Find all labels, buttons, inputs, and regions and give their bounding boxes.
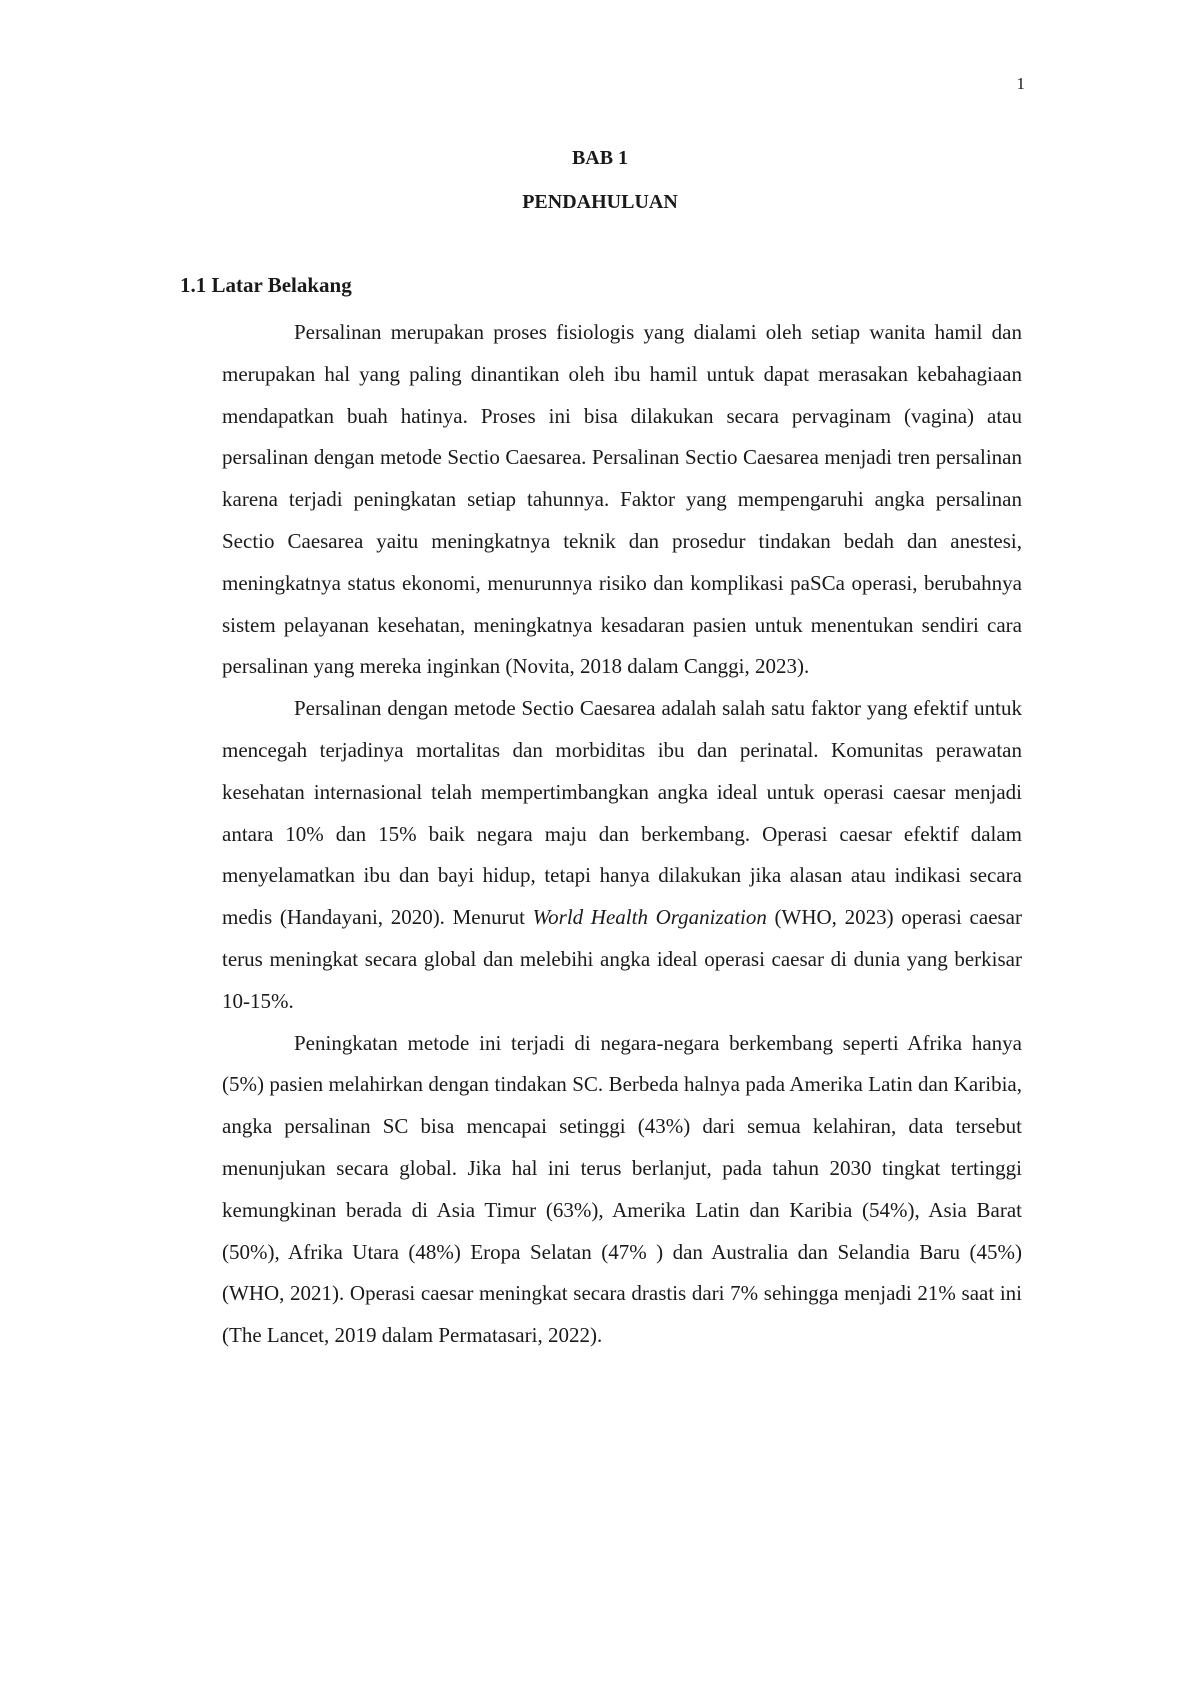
section-heading: 1.1 Latar Belakang: [180, 273, 352, 297]
paragraph-3-text: Peningkatan metode ini terjadi di negara-negara berkembang seperti Afrika hanya (5%) pasien melahirkan dengan tindakan SC. Berbeda halnya pada Amerika Latin dan Karibia, angka persalinan SC bisa mencapai setinggi (43%) dari semua kelahiran, data tersebut menunjukan secara global. Jika hal ini terus berlanjut, pada tahun 2030 tingkat tertinggi kemungkinan berada di Asia Timur (63%), Amerika Latin dan Karibia (54%), Asia Barat (50%), Afrika Utara (48%) Eropa Selatan (47% ) dan Australia dan Selandia Baru (45%) (WHO, 2021). Operasi caesar meningkat secara drastis dari 7% sehingga menjadi 21% saat ini (The Lancet, 2019 dalam Permatasari, 2022).: [222, 1030, 1022, 1348]
page-number: 1: [1016, 74, 1025, 93]
paragraph-3: [222, 1023, 1022, 1357]
paragraph-2-italic-term: World Health Organization: [532, 905, 767, 930]
paragraph-2-text-end: (WHO, 2023) operasi caesar terus meningkat secara global dan melebihi angka ideal operasi caesar di dunia yang berkisar 10-15%.: [222, 905, 1022, 1013]
paragraph-1-text: Persalinan merupakan proses fisiologis yang dialami oleh setiap wanita hamil dan merupakan hal yang paling dinantikan oleh ibu hamil untuk dapat merasakan kebahagiaan mendapatkan buah hatinya. Proses ini bisa dilakukan secara pervaginam (vagina) atau persalinan dengan metode Sectio Caesarea. Persalinan Sectio Caesarea menjadi tren persalinan karena terjadi peningkatan setiap tahunnya. Faktor yang mempengaruhi angka persalinan Sectio Caesarea yaitu meningkatnya teknik dan prosedur tindakan bedah dan anestesi, meningkatnya status ekonomi, menurunnya risiko dan komplikasi paSCa operasi, berubahnya sistem pelayanan kesehatan, meningkatnya kesadaran pasien untuk menentukan sendiri cara persalinan yang mereka inginkan (Novita, 2018 dalam Canggi, 2023).: [222, 320, 1022, 679]
paragraph-2-text-start: Persalinan dengan metode Sectio Caesarea adalah salah satu faktor yang efektif untuk mencegah terjadinya mortalitas dan morbiditas ibu dan perinatal. Komunitas perawatan kesehatan internasional telah mempertimbangkan angka ideal untuk operasi caesar menjadi antara 10% dan 15% baik negara maju dan berkembang. Operasi caesar efektif dalam menyelamatkan ibu dan bayi hidup, tetapi hanya dilakukan jika alasan atau indikasi secara medis (Handayani, 2020). Menurut: [222, 696, 1022, 930]
paragraph-1: [222, 312, 1022, 688]
body-text: [222, 312, 1022, 1357]
chapter-label: BAB 1: [571, 147, 629, 169]
chapter-title: PENDAHULUAN: [522, 191, 678, 213]
paragraph-2: [222, 688, 1022, 1022]
